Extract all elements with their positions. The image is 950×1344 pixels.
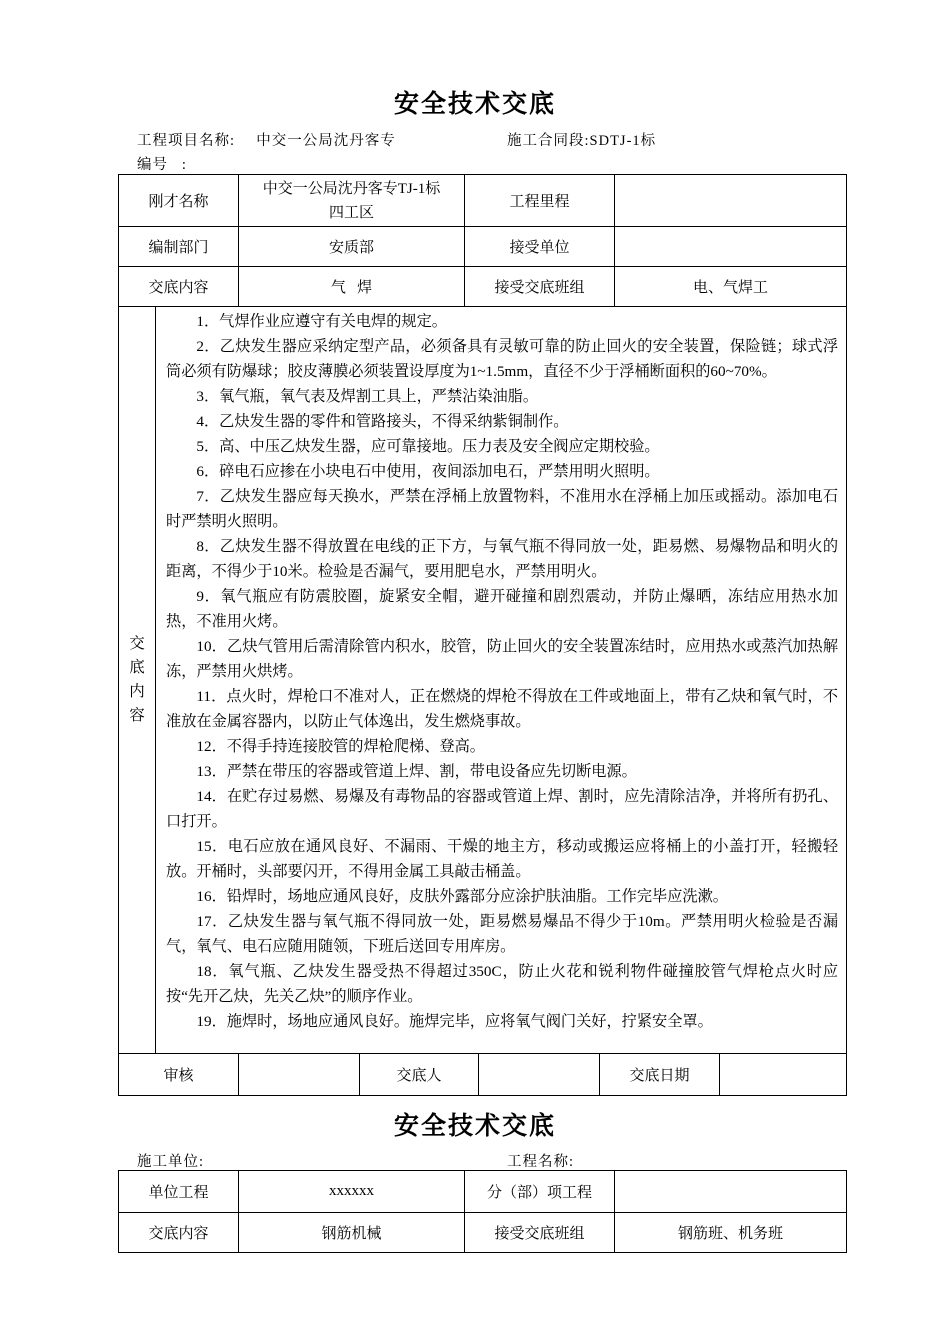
discloser-label: 交底人	[360, 1054, 479, 1096]
content-item: 17．乙炔发生器与氧气瓶不得同放一处，距易燃易爆品不得少于10m。严禁用明火检验是否漏气，氧气、电石应随用随领，下班后送回专用库房。	[166, 913, 839, 955]
content-item: 5．高、中压乙炔发生器，应可靠接地。压力表及安全阀应定期校验。	[196, 438, 660, 455]
cell-value: xxxxxx	[239, 1171, 465, 1213]
doc1-signoff-table	[118, 1053, 847, 1096]
doc2-row-content-type	[119, 1213, 847, 1253]
doc1-row-details	[119, 307, 847, 1054]
cell-label: 接受单位	[465, 227, 615, 267]
content-item: 8．乙炔发生器不得放置在电线的正下方，与氧气瓶不得同放一处，距易燃、易爆物品和明火的距离，不得少于10米。检验是否漏气，要用肥皂水，严禁用明火。	[166, 538, 839, 580]
review-label: 审核	[119, 1054, 239, 1096]
contract-section-label: 施工合同段:	[507, 133, 590, 149]
cell-label: 工程里程	[465, 175, 615, 227]
cell-value: 钢筋班、机务班	[615, 1213, 847, 1253]
side-char: 容	[129, 707, 145, 724]
content-item: 12．不得手持连接胶管的焊枪爬梯、登高。	[196, 738, 485, 755]
doc2-row-unit	[119, 1171, 847, 1213]
content-item: 7．乙炔发生器应每天换水，严禁在浮桶上放置物料，不准用水在浮桶上加压或摇动。添加电石时严禁明火照明。	[166, 488, 839, 530]
signoff-row	[119, 1054, 847, 1096]
content-item: 10．乙炔气管用后需清除管内积水，胶管，防止回火的安全装置冻结时，应用热水或蒸汽加热解冻，严禁用火烘烤。	[166, 638, 839, 680]
cell-label: 交底内容	[119, 1213, 239, 1253]
cell-value	[615, 175, 847, 227]
date-value	[720, 1054, 847, 1096]
content-item: 18．氧气瓶、乙炔发生器受热不得超过350C，防止火花和锐利物件碰撞胶管气焊枪点火时应按“先开乙炔，先关乙炔”的顺序作业。	[166, 963, 839, 1005]
doc1-row-name	[119, 175, 847, 227]
content-item: 1．气焊作业应遵守有关电焊的规定。	[196, 313, 447, 330]
side-char: 交	[129, 635, 145, 652]
contract-section-value: SDTJ-1标	[589, 133, 657, 149]
cell-value: 电、气焊工	[615, 267, 847, 307]
project-name-value: 中交一公局沈丹客专	[256, 133, 396, 149]
content-item: 14．在贮存过易燃、易爆及有毒物品的容器或管道上焊、割时，应先清除洁净，并将所有扔孔、口打开。	[166, 788, 839, 830]
project-name-field	[137, 129, 396, 150]
cell-value: 气 焊	[239, 267, 465, 307]
side-char: 内	[129, 683, 145, 700]
doc1-table	[118, 174, 847, 1054]
doc2-project-name-label: 工程名称:	[507, 1154, 575, 1170]
date-label: 交底日期	[600, 1054, 720, 1096]
content-item: 6．碎电石应掺在小块电石中使用，夜间添加电石，严禁用明火照明。	[196, 463, 660, 480]
cell-label: 接受交底班组	[465, 1213, 615, 1253]
cell-value	[615, 227, 847, 267]
cell-value: 安质部	[239, 227, 465, 267]
project-name-label: 工程项目名称:	[137, 133, 236, 149]
content-item: 9．氧气瓶应有防震胶圈，旋紧安全帽，避开碰撞和剧烈震动，并防止爆晒，冻结应用热水加热，不准用火烤。	[166, 588, 839, 630]
doc1-row-dept	[119, 227, 847, 267]
contract-section-field	[507, 129, 656, 150]
doc2-title: 安全技术交底	[393, 1113, 556, 1140]
content-item: 4．乙炔发生器的零件和管路接头，不得采纳紫铜制作。	[196, 413, 569, 430]
cell-value-line2: 四工区	[329, 204, 375, 221]
side-label	[119, 307, 156, 1054]
content-item: 13．严禁在带压的容器或管道上焊、割，带电设备应先切断电源。	[196, 763, 637, 780]
content-item: 15．电石应放在通风良好、不漏雨、干燥的地主方，移动或搬运应将桶上的小盖打开，轻搬轻放。开桶时，头部要闪开，不得用金属工具敲击桶盖。	[166, 838, 839, 880]
review-value	[239, 1054, 360, 1096]
content-item: 2．乙炔发生器应采纳定型产品，必须备具有灵敏可靠的防止回火的安全装置，保险链；球式浮筒必须有防爆球；胶皮薄膜必须装置设厚度为1~1.5mm，直径不少于浮桶断面积的60~70%。	[166, 338, 839, 380]
cell-label: 编制部门	[119, 227, 239, 267]
content-item: 19．施焊时，场地应通风良好。施焊完毕，应将氧气阀门关好，拧紧安全罩。	[196, 1013, 713, 1030]
doc1-title: 安全技术交底	[393, 91, 556, 118]
number-field: 编号 :	[137, 157, 187, 173]
cell-label: 交底内容	[119, 267, 239, 307]
construction-unit-label: 施工单位:	[137, 1154, 205, 1170]
disclosure-content	[156, 307, 847, 1054]
cell-value	[615, 1171, 847, 1213]
content-item: 16．铅焊时，场地应通风良好，皮肤外露部分应涂护肤油脂。工作完毕应洗漱。	[196, 888, 728, 905]
cell-label: 接受交底班组	[465, 267, 615, 307]
doc1-row-content-type	[119, 267, 847, 307]
cell-value-line1: 中交一公局沈丹客专TJ-1标	[262, 180, 441, 197]
cell-value: 钢筋机械	[239, 1213, 465, 1253]
cell-value	[239, 175, 465, 227]
cell-label: 刚才名称	[119, 175, 239, 227]
doc2-table	[118, 1170, 847, 1253]
content-item: 3．氧气瓶，氧气表及焊割工具上，严禁沾染油脂。	[196, 388, 539, 405]
side-char: 底	[129, 659, 145, 676]
content-item: 11．点火时，焊枪口不准对人，正在燃烧的焊枪不得放在工件或地面上，带有乙炔和氧气时，不准放在金属容器内，以防止气体逸出，发生燃烧事故。	[166, 688, 839, 730]
cell-label: 单位工程	[119, 1171, 239, 1213]
cell-label: 分（部）项工程	[465, 1171, 615, 1213]
discloser-value	[479, 1054, 600, 1096]
